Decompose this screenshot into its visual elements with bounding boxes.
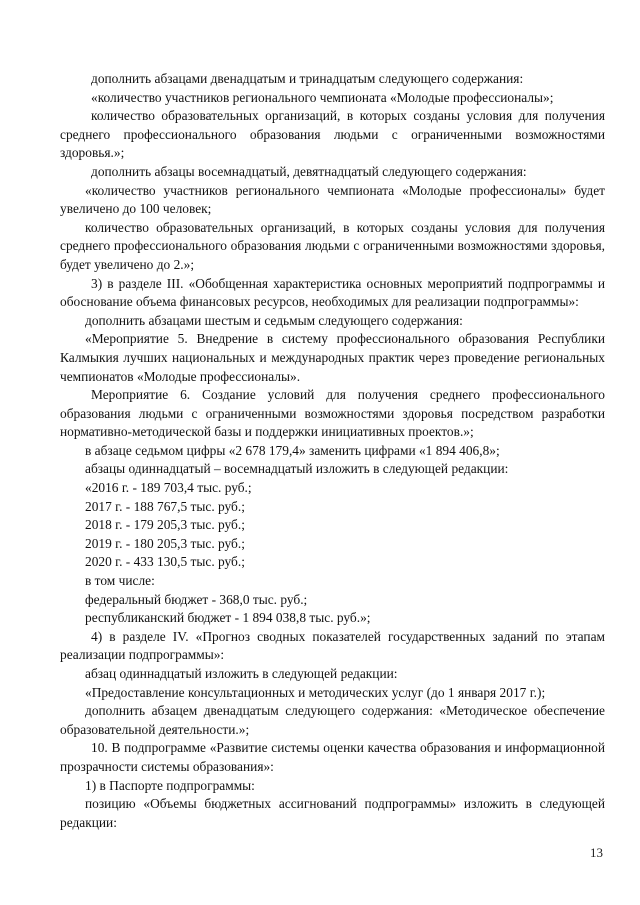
paragraph: Мероприятие 6. Создание условий для получения среднего профессионального образования людьми с ограниченными возможностями здоровья посредством разработки нормативно-методической базы и поддержки инициативных проектов.»; xyxy=(60,387,605,440)
paragraph: 1) в Паспорте подпрограммы: xyxy=(85,777,255,793)
paragraph: республиканский бюджет - 1 894 038,8 тыс. руб.»; xyxy=(85,610,371,626)
amount-line: 2018 г. - 179 205,3 тыс. руб.; xyxy=(85,517,245,533)
amount-line: 2017 г. - 188 767,5 тыс. руб.; xyxy=(85,498,245,514)
paragraph: дополнить абзацы восемнадцатый, девятнадцатый следующего содержания: xyxy=(91,163,527,179)
paragraph: количество образовательных организаций, в которых созданы условия для получения среднего профессионального образования людьми с ограниченными возможностями здоровья.»; xyxy=(60,108,605,161)
paragraph: «количество участников регионального чемпионата «Молодые профессионалы»; xyxy=(91,89,554,105)
body-text xyxy=(60,70,605,832)
amount-line: «2016 г. - 189 703,4 тыс. руб.; xyxy=(85,480,252,496)
paragraph: 10. В подпрограмме «Развитие системы оценки качества образования и информационной прозрачности системы образования»: xyxy=(60,740,605,774)
paragraph: позицию «Объемы бюджетных ассигнований подпрограммы» изложить в следующей редакции: xyxy=(60,796,605,830)
page-number: 13 xyxy=(590,845,603,860)
paragraph: 4) в разделе IV. «Прогноз сводных показателей государственных заданий по этапам реализации подпрограммы»: xyxy=(60,628,605,663)
amount-line: 2020 г. - 433 130,5 тыс. руб.; xyxy=(85,554,245,570)
paragraph: количество образовательных организаций, в которых созданы условия для получения среднего профессионального образования людьми с ограниченными возможностями здоровья, будет увеличено до 2.»; xyxy=(60,219,605,272)
paragraph: 3) в разделе III. «Обобщенная характеристика основных мероприятий подпрограммы и обоснование объема финансовых ресурсов, необходимых для реализации подпрограммы»: xyxy=(60,275,605,310)
amount-line: 2019 г. - 180 205,3 тыс. руб.; xyxy=(85,535,245,551)
paragraph: в том числе: xyxy=(85,573,155,589)
paragraph: в абзаце седьмом цифры «2 678 179,4» заменить цифрами «1 894 406,8»; xyxy=(85,442,500,458)
paragraph: абзац одиннадцатый изложить в следующей редакции: xyxy=(85,666,398,681)
paragraph: «Предоставление консультационных и методических услуг (до 1 января 2017 г.); xyxy=(85,684,546,700)
paragraph: дополнить абзацем двенадцатым следующего содержания: «Методическое обеспечение образовательной деятельности.»; xyxy=(60,703,605,737)
paragraph: «количество участников регионального чемпионата «Молодые профессионалы» будет увеличено до 100 человек; xyxy=(60,182,605,217)
paragraph: «Мероприятие 5. Внедрение в систему профессионального образования Республики Калмыкия лучших национальных и международных практик через проведение региональных чемпионатов «Молодые профессионалы». xyxy=(60,331,605,384)
paragraph: дополнить абзацами двенадцатым и тринадцатым следующего содержания: xyxy=(91,71,524,86)
paragraph: федеральный бюджет - 368,0 тыс. руб.; xyxy=(85,591,308,607)
paragraph: абзацы одиннадцатый – восемнадцатый изложить в следующей редакции: xyxy=(85,461,509,477)
paragraph: дополнить абзацами шестым и седьмым следующего содержания: xyxy=(85,312,463,328)
